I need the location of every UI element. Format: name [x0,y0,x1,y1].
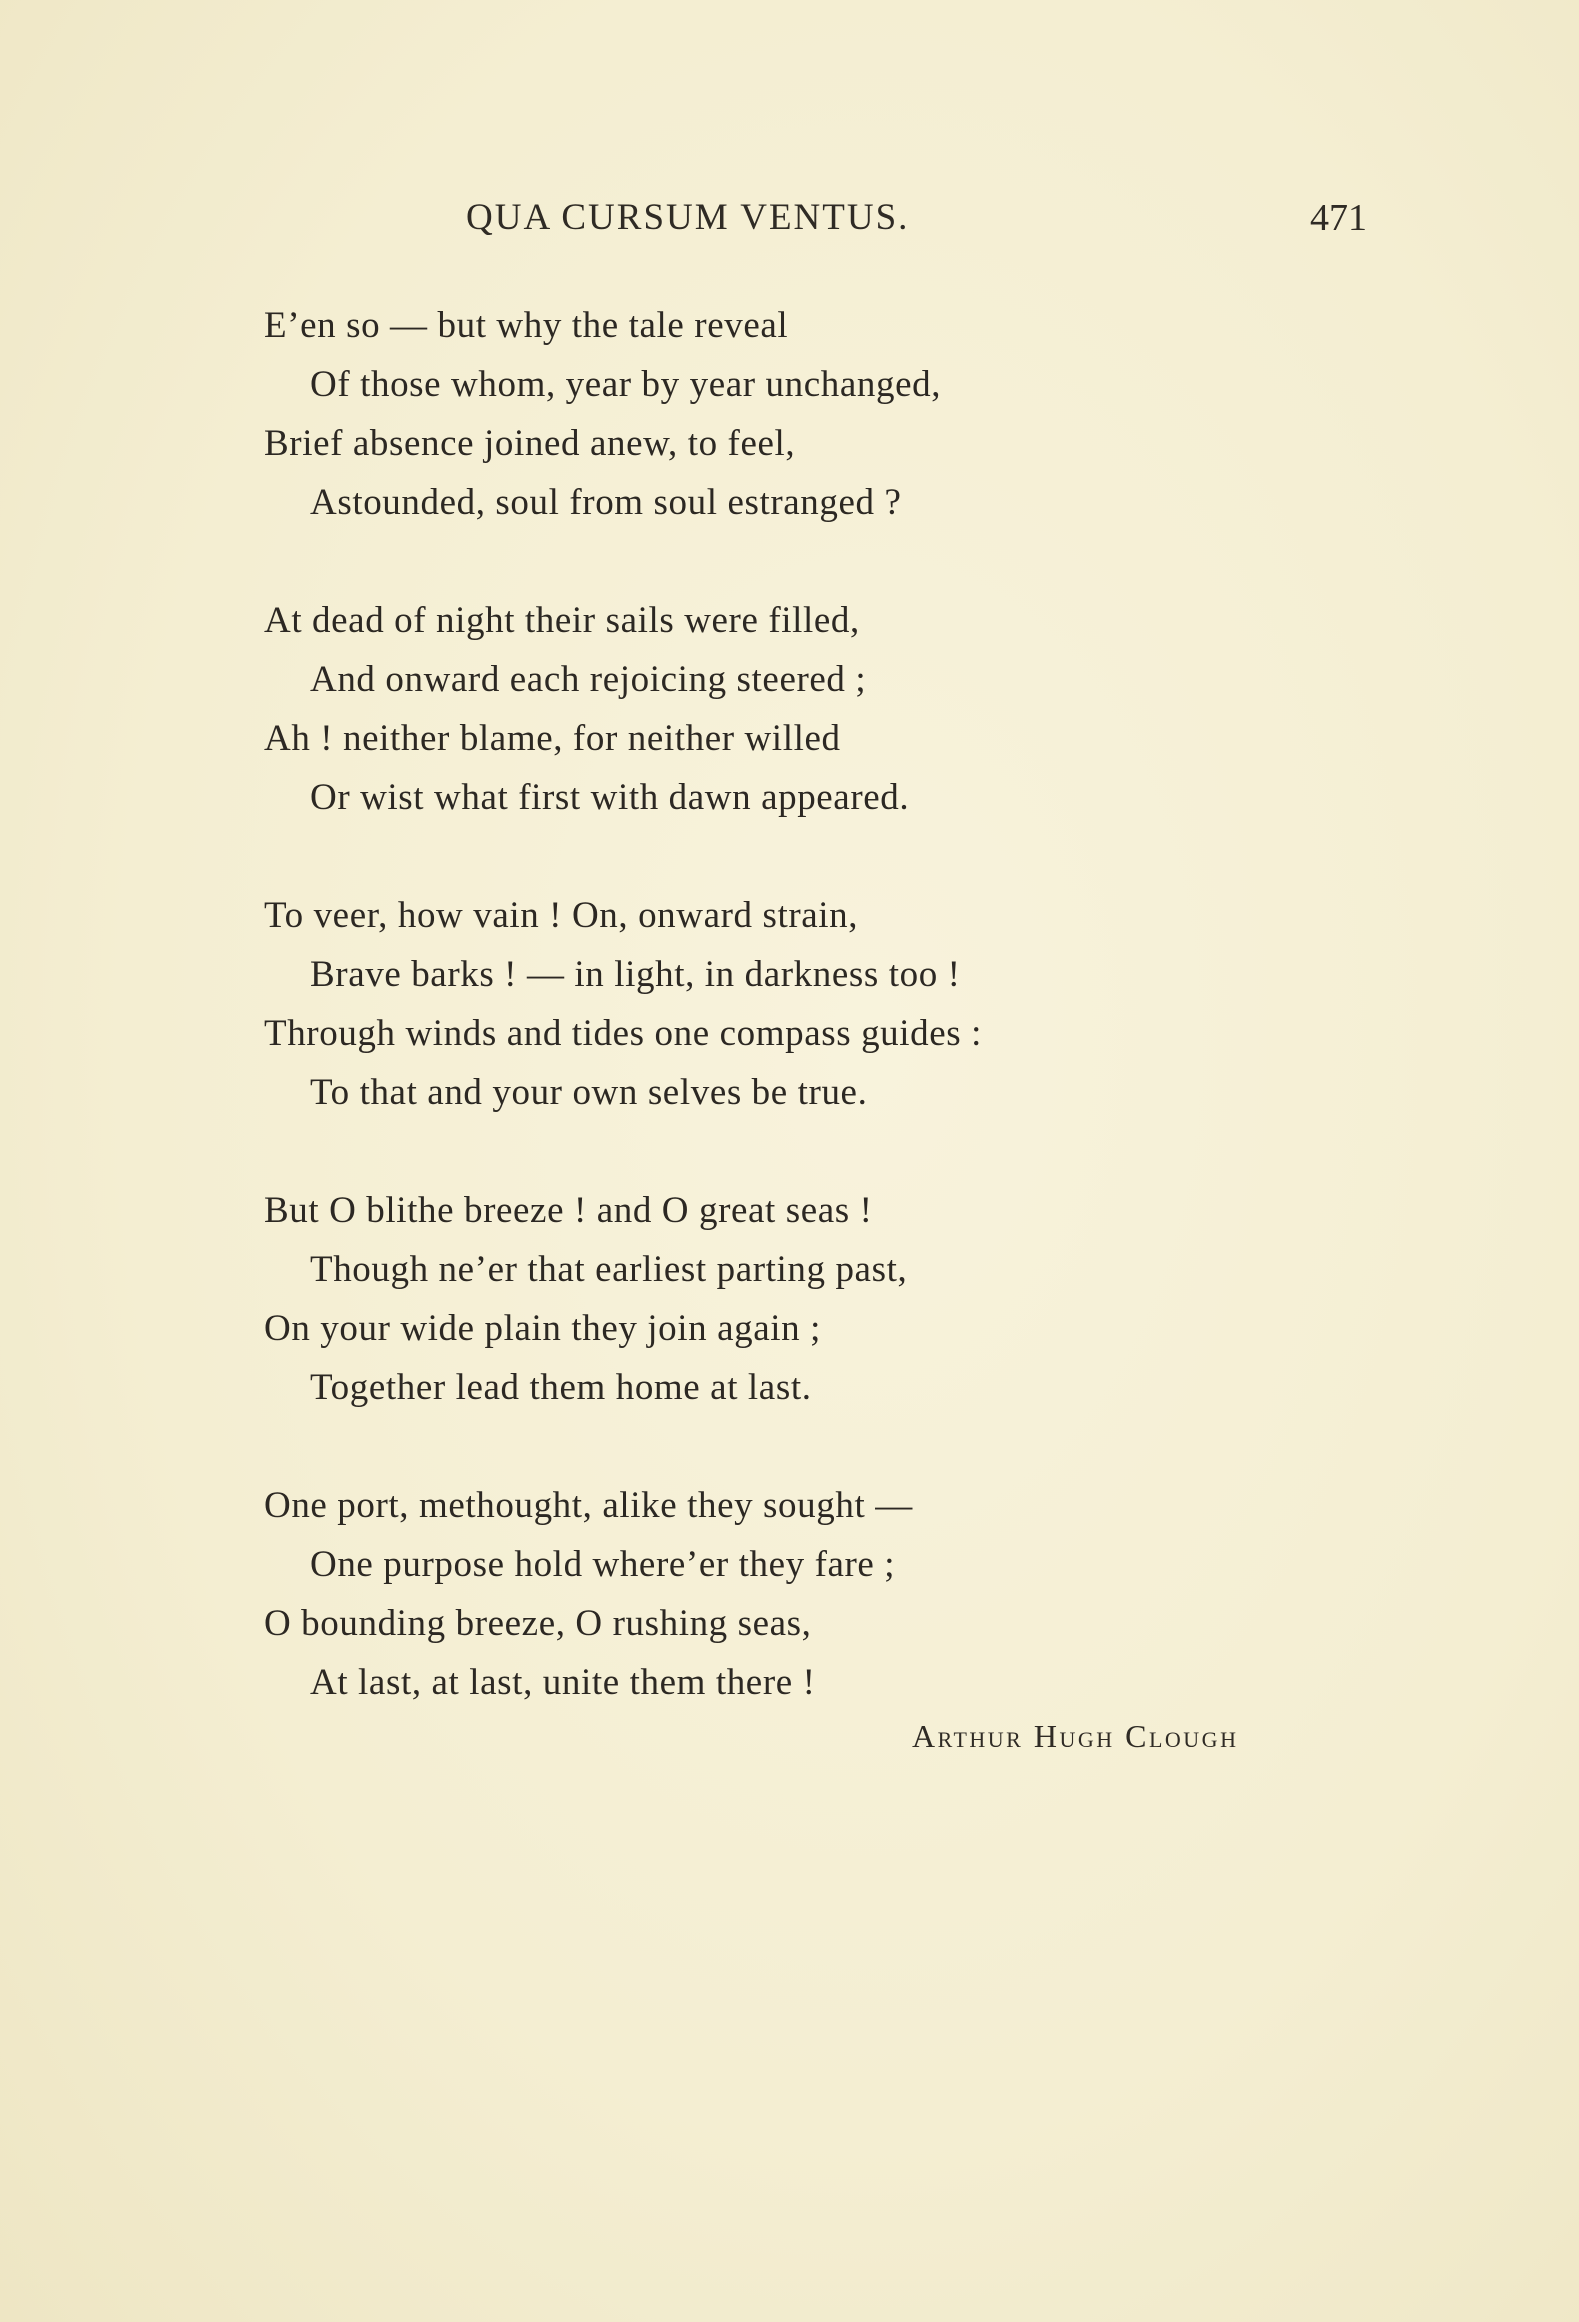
poem-line: Together lead them home at last. [310,1367,812,1408]
poem-line: One port, methought, alike they sought — [264,1485,913,1526]
poem-line: Though ne’er that earliest parting past, [310,1249,908,1290]
poem [264,296,1414,1771]
poem-line: On your wide plain they join again ; [264,1308,821,1349]
poem-line: Brief absence joined anew, to feel, [264,423,796,464]
poem-line: To veer, how vain ! On, onward strain, [264,895,859,936]
stanza-4 [264,1181,1414,1417]
poem-line: And onward each rejoicing steered ; [310,659,867,700]
poem-line: O bounding breeze, O rushing seas, [264,1603,812,1644]
stanza-5 [264,1476,1414,1712]
page-number: 471 [1310,197,1367,239]
poem-line: But O blithe breeze ! and O great seas ! [264,1190,873,1231]
poem-line: Brave barks ! — in light, in darkness too ! [310,954,961,995]
running-title: QUA CURSUM VENTUS. [466,197,910,238]
poem-line: To that and your own selves be true. [310,1072,868,1113]
stanza-1 [264,296,1414,532]
stanza-3 [264,886,1414,1122]
poem-line: One purpose hold where’er they fare ; [310,1544,896,1585]
poem-line: Through winds and tides one compass guides : [264,1013,982,1054]
poem-line: At dead of night their sails were filled, [264,600,860,641]
poem-line: Ah ! neither blame, for neither willed [264,718,841,759]
stanza-2 [264,591,1414,827]
poem-line: At last, at last, unite them there ! [310,1662,816,1703]
poem-line: E’en so — but why the tale reveal [264,305,789,346]
poem-line: Or wist what first with dawn appeared. [310,777,910,818]
poem-line: Of those whom, year by year unchanged, [310,364,942,405]
running-head [0,196,1579,246]
poem-line: Astounded, soul from soul estranged ? [310,482,902,523]
author-attribution: Arthur Hugh Clough [912,1718,1239,1754]
